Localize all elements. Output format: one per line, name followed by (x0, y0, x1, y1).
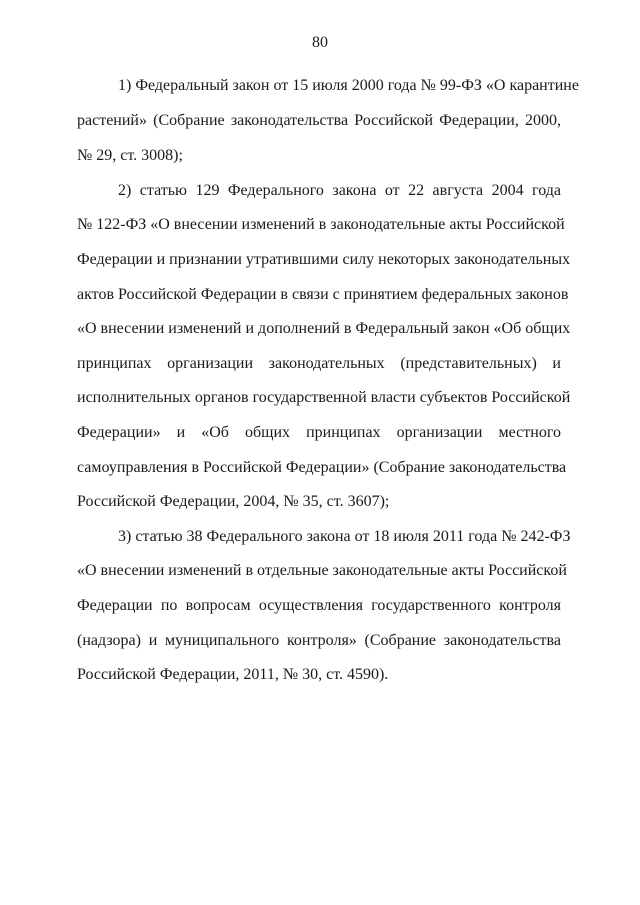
item-2-line-5: «О внесении изменений и дополнений в Федеральный закон «Об общих (77, 320, 571, 337)
item-2-line-2: № 122-ФЗ «О внесении изменений в законодательные акты Российской (77, 216, 565, 233)
item-1-line-2: растений» (Собрание законодательства Российской Федерации, 2000, (77, 112, 561, 129)
item-2-line-6: принципах организации законодательных (представительных) и (77, 355, 561, 372)
item-2-line-1: 2) статью 129 Федерального закона от 22 августа 2004 года (118, 182, 561, 199)
item-1-line-3: № 29, ст. 3008); (77, 147, 183, 164)
item-2-line-3: Федерации и признании утратившими силу некоторых законодательных (77, 251, 571, 268)
item-3-line-4: (надзора) и муниципального контроля» (Собрание законодательства (77, 632, 561, 649)
item-2-line-7: исполнительных органов государственной власти субъектов Российской (77, 389, 571, 406)
item-3-line-2: «О внесении изменений в отдельные законодательные акты Российской (77, 562, 567, 579)
item-1-line-1: 1) Федеральный закон от 15 июля 2000 года № 99-ФЗ «О карантине (118, 77, 579, 94)
item-3-line-5: Российской Федерации, 2011, № 30, ст. 4590). (77, 666, 389, 683)
item-2-line-8: Федерации» и «Об общих принципах организации местного (77, 424, 561, 441)
item-3-line-1: 3) статью 38 Федерального закона от 18 июля 2011 года № 242-ФЗ (118, 528, 571, 545)
item-3-line-3: Федерации по вопросам осуществления государственного контроля (77, 597, 561, 614)
page-number: 80 (312, 34, 328, 51)
item-2-line-10: Российской Федерации, 2004, № 35, ст. 3607); (77, 493, 390, 510)
item-2-line-4: актов Российской Федерации в связи с принятием федеральных законов (77, 286, 569, 303)
item-2-line-9: самоуправления в Российской Федерации» (Собрание законодательства (77, 459, 567, 476)
